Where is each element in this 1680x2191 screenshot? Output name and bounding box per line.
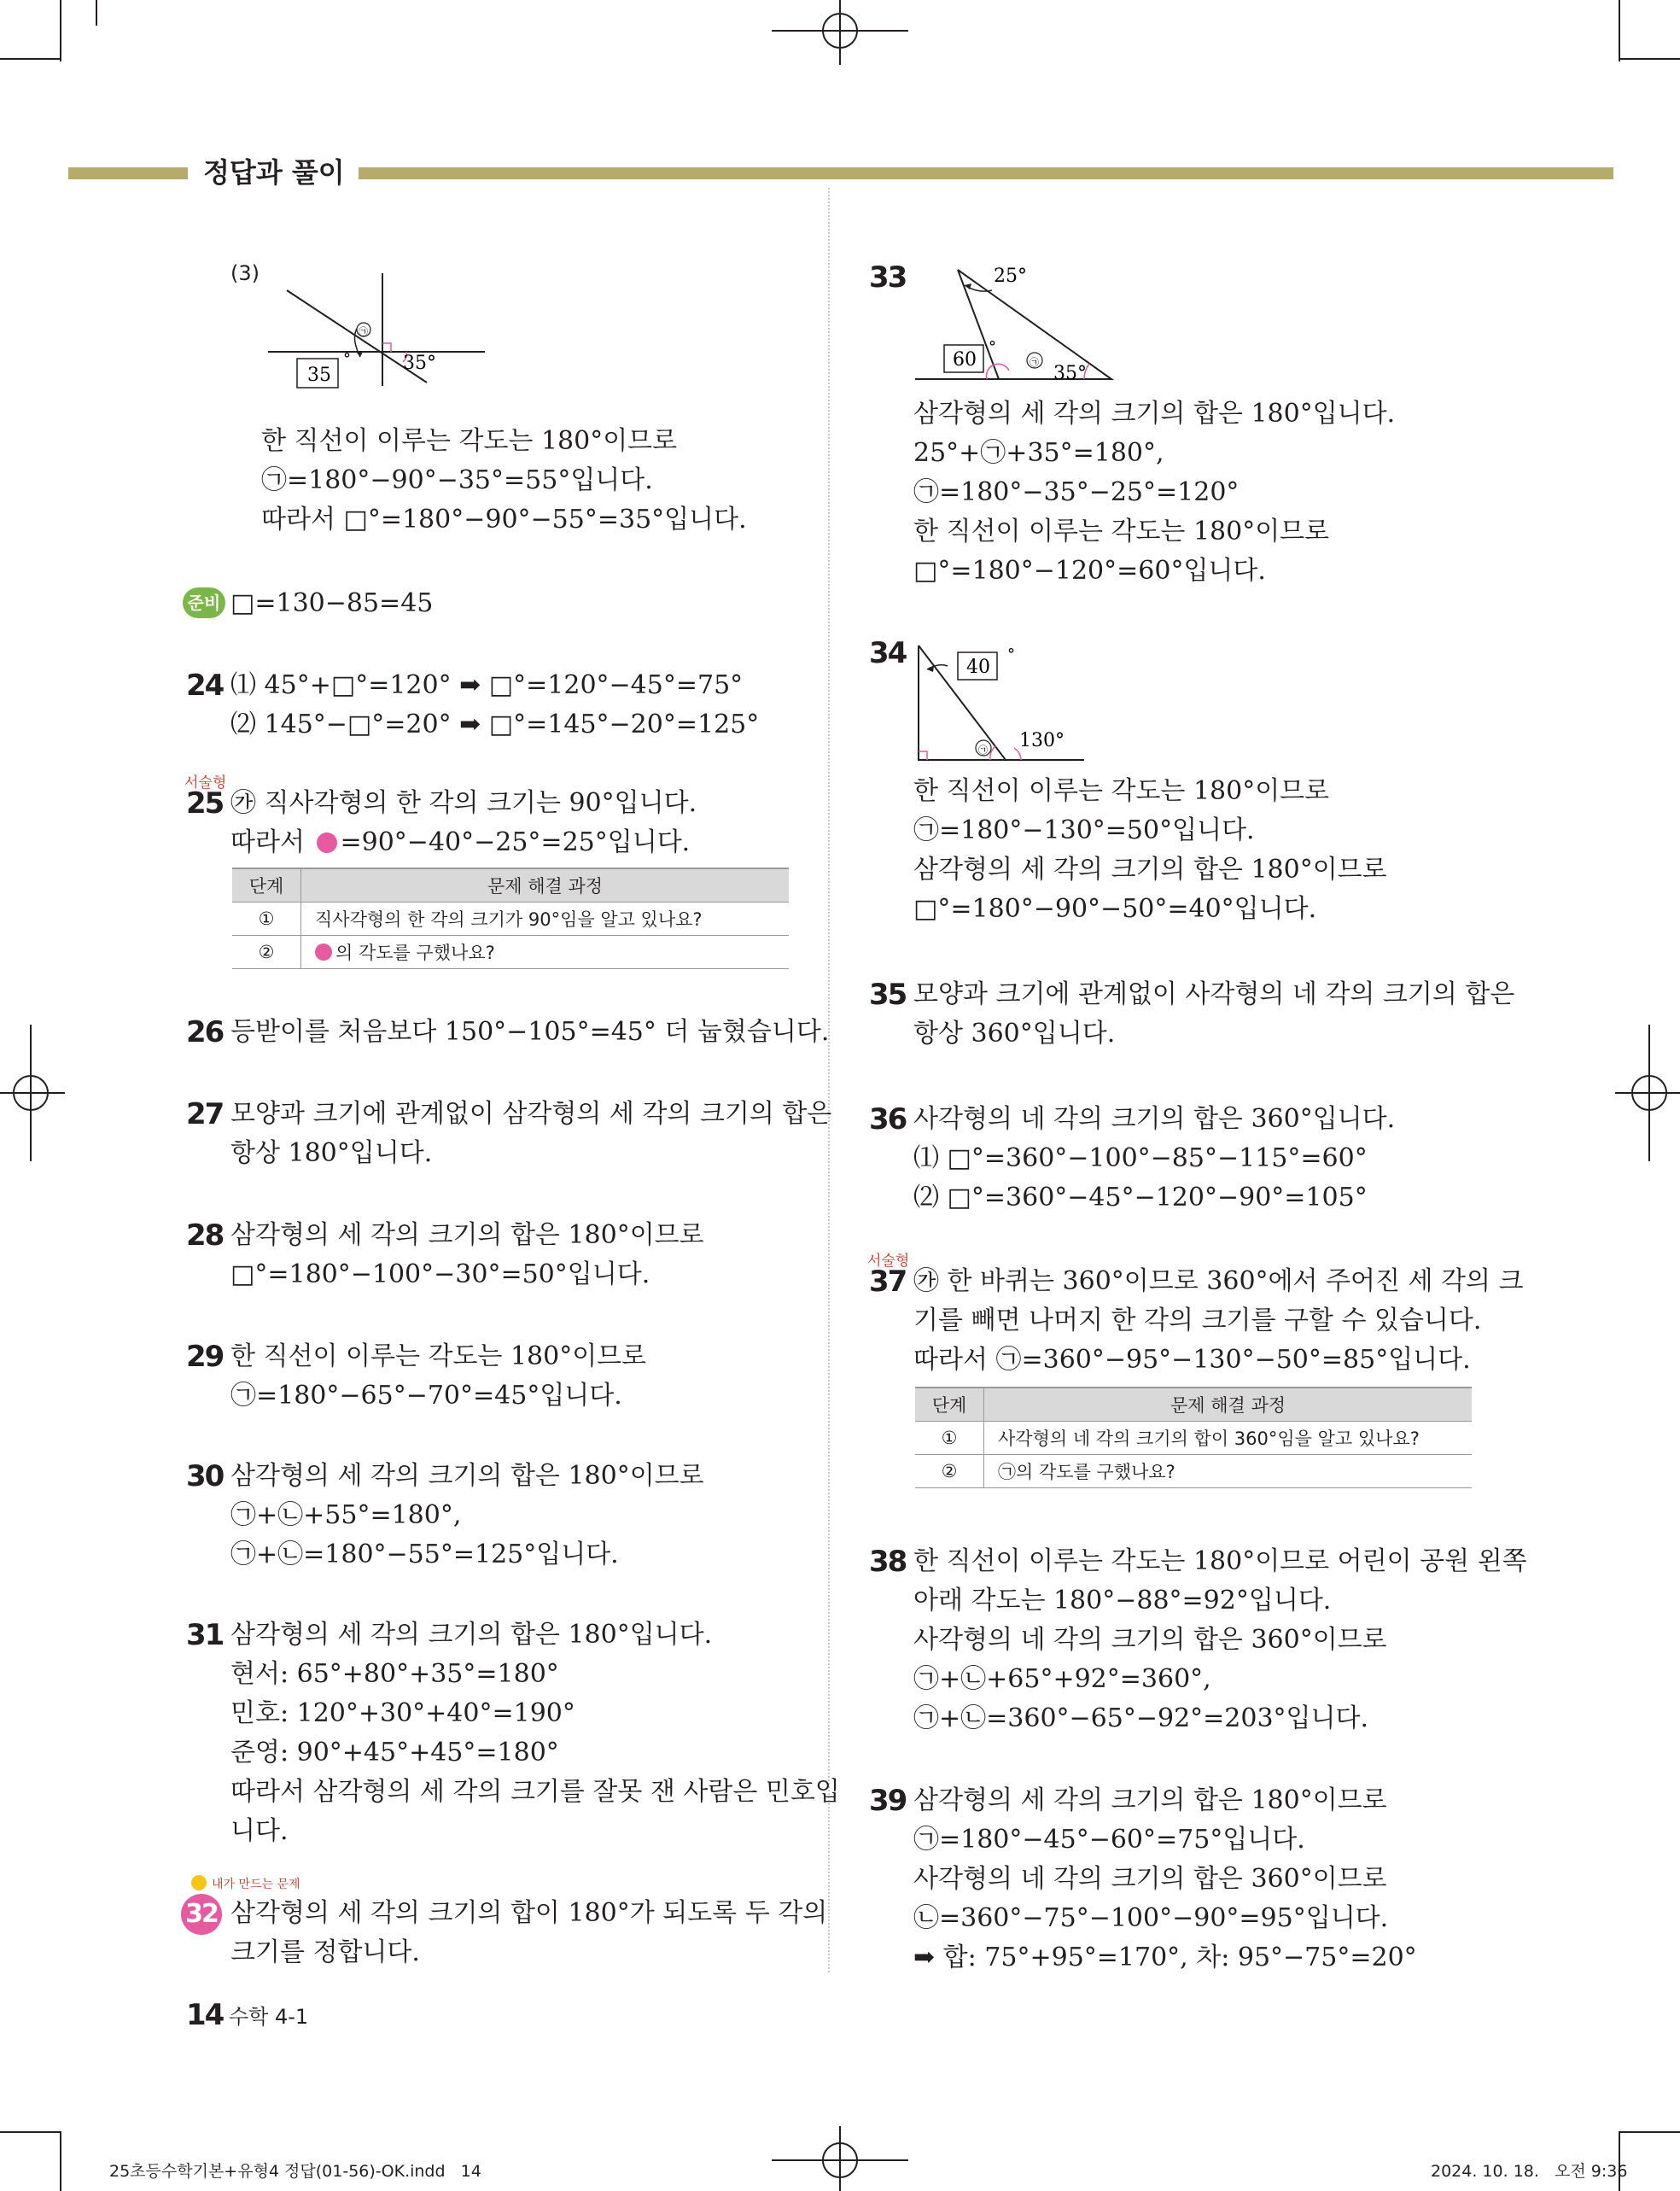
rubric-header-process: 문제 해결 과정 [301, 868, 790, 903]
rubric-header-step: 단계 [232, 868, 301, 903]
text-line: 준영: 90°+45°+45°=180° [230, 1738, 559, 1767]
circle-label: ㉠ [978, 745, 988, 756]
text-line: 등받이를 처음보다 150°−105°=45° 더 눕혔습니다. [230, 1017, 830, 1047]
text-line: 아래 각도는 180°−88°=92°입니다. [913, 1586, 1332, 1615]
text-line: 따라서 삼각형의 세 각의 크기를 잘못 잰 사람은 민호입 [230, 1777, 840, 1807]
rubric-text: 사각형의 네 각의 크기의 합이 360°임을 알고 있나요? [984, 1422, 1473, 1455]
my-problem-tag: 내가 만드는 문제 [212, 1878, 300, 1891]
degree-mark: ° [343, 350, 351, 368]
text-line: 한 직선이 이루는 각도는 180°이므로 [913, 776, 1330, 806]
problem-number: 28 [186, 1218, 224, 1253]
rubric-step: ② [232, 936, 301, 969]
text-line: □°=180°−90°−50°=40°입니다. [913, 894, 1317, 924]
column-divider [828, 188, 830, 1972]
problem-number: 31 [186, 1618, 224, 1652]
registration-mark-left [0, 1025, 65, 1161]
rubric-step: ① [232, 903, 301, 936]
rubric-text: 직사각형의 한 각의 크기가 90°임을 알고 있나요? [301, 903, 790, 936]
angle-diagram-3 [256, 273, 495, 401]
text-line: ㉠=180°−35°−25°=120° [913, 477, 1240, 507]
problem-number: 25 [186, 786, 224, 821]
rubric-header-step: 단계 [915, 1388, 984, 1422]
text-line: 모양과 크기에 관계없이 삼각형의 세 각의 크기의 합은 [230, 1099, 832, 1129]
text-line: 사각형의 네 각의 크기의 합은 360°이므로 [913, 1625, 1387, 1655]
box-value: 40 [966, 657, 990, 678]
crop-mark [1619, 0, 1620, 61]
subproblem-label: (3) [230, 261, 260, 285]
text-line: 한 직선이 이루는 각도는 180°이므로 [261, 426, 678, 456]
smiley-icon [191, 1875, 207, 1890]
page-header-title: 정답과 풀이 [203, 156, 345, 189]
rubric-text: ㉠의 각도를 구했나요? [984, 1455, 1473, 1488]
text-line: 기를 빼면 나머지 한 각의 크기를 구할 수 있습니다. [913, 1306, 1482, 1335]
scoring-rubric [232, 868, 789, 969]
rubric-header-process: 문제 해결 과정 [984, 1388, 1473, 1422]
top-angle: 25° [994, 266, 1027, 287]
rubric-step: ② [915, 1455, 984, 1488]
text-line: ㉠+㉡+55°=180°, [230, 1500, 462, 1530]
problem-number: 30 [186, 1459, 224, 1493]
text-line [230, 823, 690, 862]
right-angle: 35° [1053, 363, 1087, 384]
text-line: 항상 180°입니다. [230, 1138, 433, 1168]
text-line: 민호: 120°+30°+40°=190° [230, 1698, 575, 1728]
problem-number: 24 [186, 669, 224, 703]
prep-text: □=130−85=45 [230, 588, 434, 618]
angle-35: 35° [403, 353, 436, 374]
crop-mark [96, 0, 97, 26]
text-line: 한 직선이 이루는 각도는 180°이므로 어린이 공원 왼쪽 [913, 1546, 1527, 1576]
crop-mark [1619, 2131, 1680, 2133]
problem-number: 26 [186, 1015, 224, 1049]
text-line: □°=180°−100°−30°=50°입니다. [230, 1259, 650, 1289]
problem-number: 34 [869, 636, 907, 670]
crop-mark [0, 2131, 61, 2133]
text-line: ⑴ 45°+□°=120° ➡ □°=120°−45°=75° [230, 670, 744, 700]
text-line: 25°+㉠+35°=180°, [913, 438, 1164, 468]
text-line: 삼각형의 세 각의 크기의 합은 180°이므로 [230, 1461, 704, 1491]
text-line: 한 직선이 이루는 각도는 180°이므로 [913, 517, 1330, 546]
crop-mark [60, 2131, 61, 2191]
text-line: ㉠=180°−65°−70°=45°입니다. [230, 1381, 622, 1411]
essay-tag: 서술형 [184, 774, 227, 792]
text-line: ⑴ □°=360°−100°−85°−115°=60° [913, 1143, 1368, 1173]
header-bar-left [68, 167, 188, 179]
registration-mark-top [772, 0, 908, 65]
degree-mark: ° [989, 338, 996, 356]
crop-mark [0, 58, 61, 60]
text-line: ㉠=180°−90°−35°=55°입니다. [261, 465, 653, 495]
degree-mark: ° [1007, 646, 1015, 663]
problem-number: 35 [869, 978, 907, 1012]
text-line: 삼각형의 세 각의 크기의 합은 180°이므로 [230, 1220, 704, 1250]
triangle-diagram-34 [913, 640, 1101, 768]
text-line: ㉠=180°−130°=50°입니다. [913, 815, 1255, 845]
text-line: 따라서 □°=180°−90°−55°=35°입니다. [261, 505, 747, 535]
text-line: 삼각형의 세 각의 크기의 합이 180°가 되도록 두 각의 [230, 1898, 828, 1928]
triangle-diagram-33 [913, 256, 1127, 384]
pink-dot-icon [315, 944, 332, 961]
problem-number: 27 [186, 1097, 224, 1131]
problem-number: 36 [869, 1102, 907, 1136]
text-line: ㉠+㉡=360°−65°−92°=203°입니다. [913, 1703, 1369, 1733]
pink-dot-icon [317, 833, 337, 853]
text-line: ㉮ 직사각형의 한 각의 크기는 90°입니다. [230, 788, 697, 818]
problem-number: 33 [869, 260, 907, 295]
text-part: 따라서 [230, 827, 305, 857]
text-line: 삼각형의 세 각의 크기의 합은 180°입니다. [230, 1620, 713, 1650]
problem-number-badge: 32 [181, 1894, 222, 1935]
text-line: 현서: 65°+80°+35°=180° [230, 1659, 559, 1689]
problem-number: 38 [869, 1545, 907, 1579]
problem-number: 37 [869, 1265, 907, 1299]
text-line: ㉠+㉡=180°−55°=125°입니다. [230, 1540, 619, 1569]
text-line: 모양과 크기에 관계없이 사각형의 네 각의 크기의 합은 [913, 979, 1515, 1009]
crop-mark [1619, 58, 1680, 60]
text-line: 한 직선이 이루는 각도는 180°이므로 [230, 1341, 647, 1371]
problem-number: 29 [186, 1340, 224, 1374]
timestamp: 2024. 10. 18. 오전 9:36 [1431, 2162, 1628, 2181]
text-line: ㉠+㉡+65°+92°=360°, [913, 1664, 1211, 1694]
text-line: 따라서 ㉠=360°−95°−130°−50°=85°입니다. [913, 1345, 1471, 1375]
text-line: ㉮ 한 바퀴는 360°이므로 360°에서 주어진 세 각의 크 [913, 1266, 1524, 1296]
essay-tag: 서술형 [867, 1253, 910, 1270]
text-line: 크기를 정합니다. [230, 1937, 420, 1967]
angle-130: 130° [1019, 730, 1065, 751]
text-line: 사각형의 네 각의 크기의 합은 360°이므로 [913, 1864, 1387, 1894]
text-line: ⑵ □°=360°−45°−120°−90°=105° [913, 1183, 1368, 1212]
text-line: ➡ 합: 75°+95°=170°, 차: 95°−75°=20° [913, 1943, 1417, 1972]
text-line: ㉠=180°−45°−60°=75°입니다. [913, 1825, 1305, 1855]
registration-mark-right [1615, 1025, 1680, 1161]
scoring-rubric [915, 1387, 1472, 1488]
box-value: 60 [953, 349, 977, 371]
page-number: 14 [186, 1998, 224, 2032]
header-bar-right [359, 167, 1613, 179]
prep-badge: 준비 [183, 587, 225, 618]
file-info: 25초등수학기본+유형4 정답(01-56)-OK.indd 14 [109, 2162, 481, 2181]
text-part: =90°−40°−25°=25°입니다. [340, 827, 691, 857]
text-line: 삼각형의 세 각의 크기의 합은 180°이므로 [913, 855, 1387, 885]
text-line: 삼각형의 세 각의 크기의 합은 180°이므로 [913, 1785, 1387, 1815]
text-line: ㉡=360°−75°−100°−90°=95°입니다. [913, 1903, 1389, 1933]
text-line: 사각형의 네 각의 크기의 합은 360°입니다. [913, 1104, 1396, 1134]
book-title: 수학 4-1 [229, 2005, 309, 2029]
rubric-step: ① [915, 1422, 984, 1455]
registration-mark-bottom [772, 2126, 908, 2191]
text-line: 니다. [230, 1816, 289, 1846]
text-line: ⑵ 145°−□°=20° ➡ □°=145°−20°=125° [230, 710, 760, 739]
crop-mark [60, 0, 61, 61]
rubric-text: 의 각도를 구했나요? [335, 943, 495, 963]
text-line: □°=180°−120°=60°입니다. [913, 556, 1266, 586]
circle-label: ㉠ [1030, 357, 1039, 368]
problem-number: 39 [869, 1784, 907, 1818]
box-value: 35 [307, 365, 331, 386]
text-line: 삼각형의 세 각의 크기의 합은 180°입니다. [913, 399, 1396, 429]
text-line: 항상 360°입니다. [913, 1019, 1116, 1049]
circle-label: ㉠ [359, 326, 368, 337]
